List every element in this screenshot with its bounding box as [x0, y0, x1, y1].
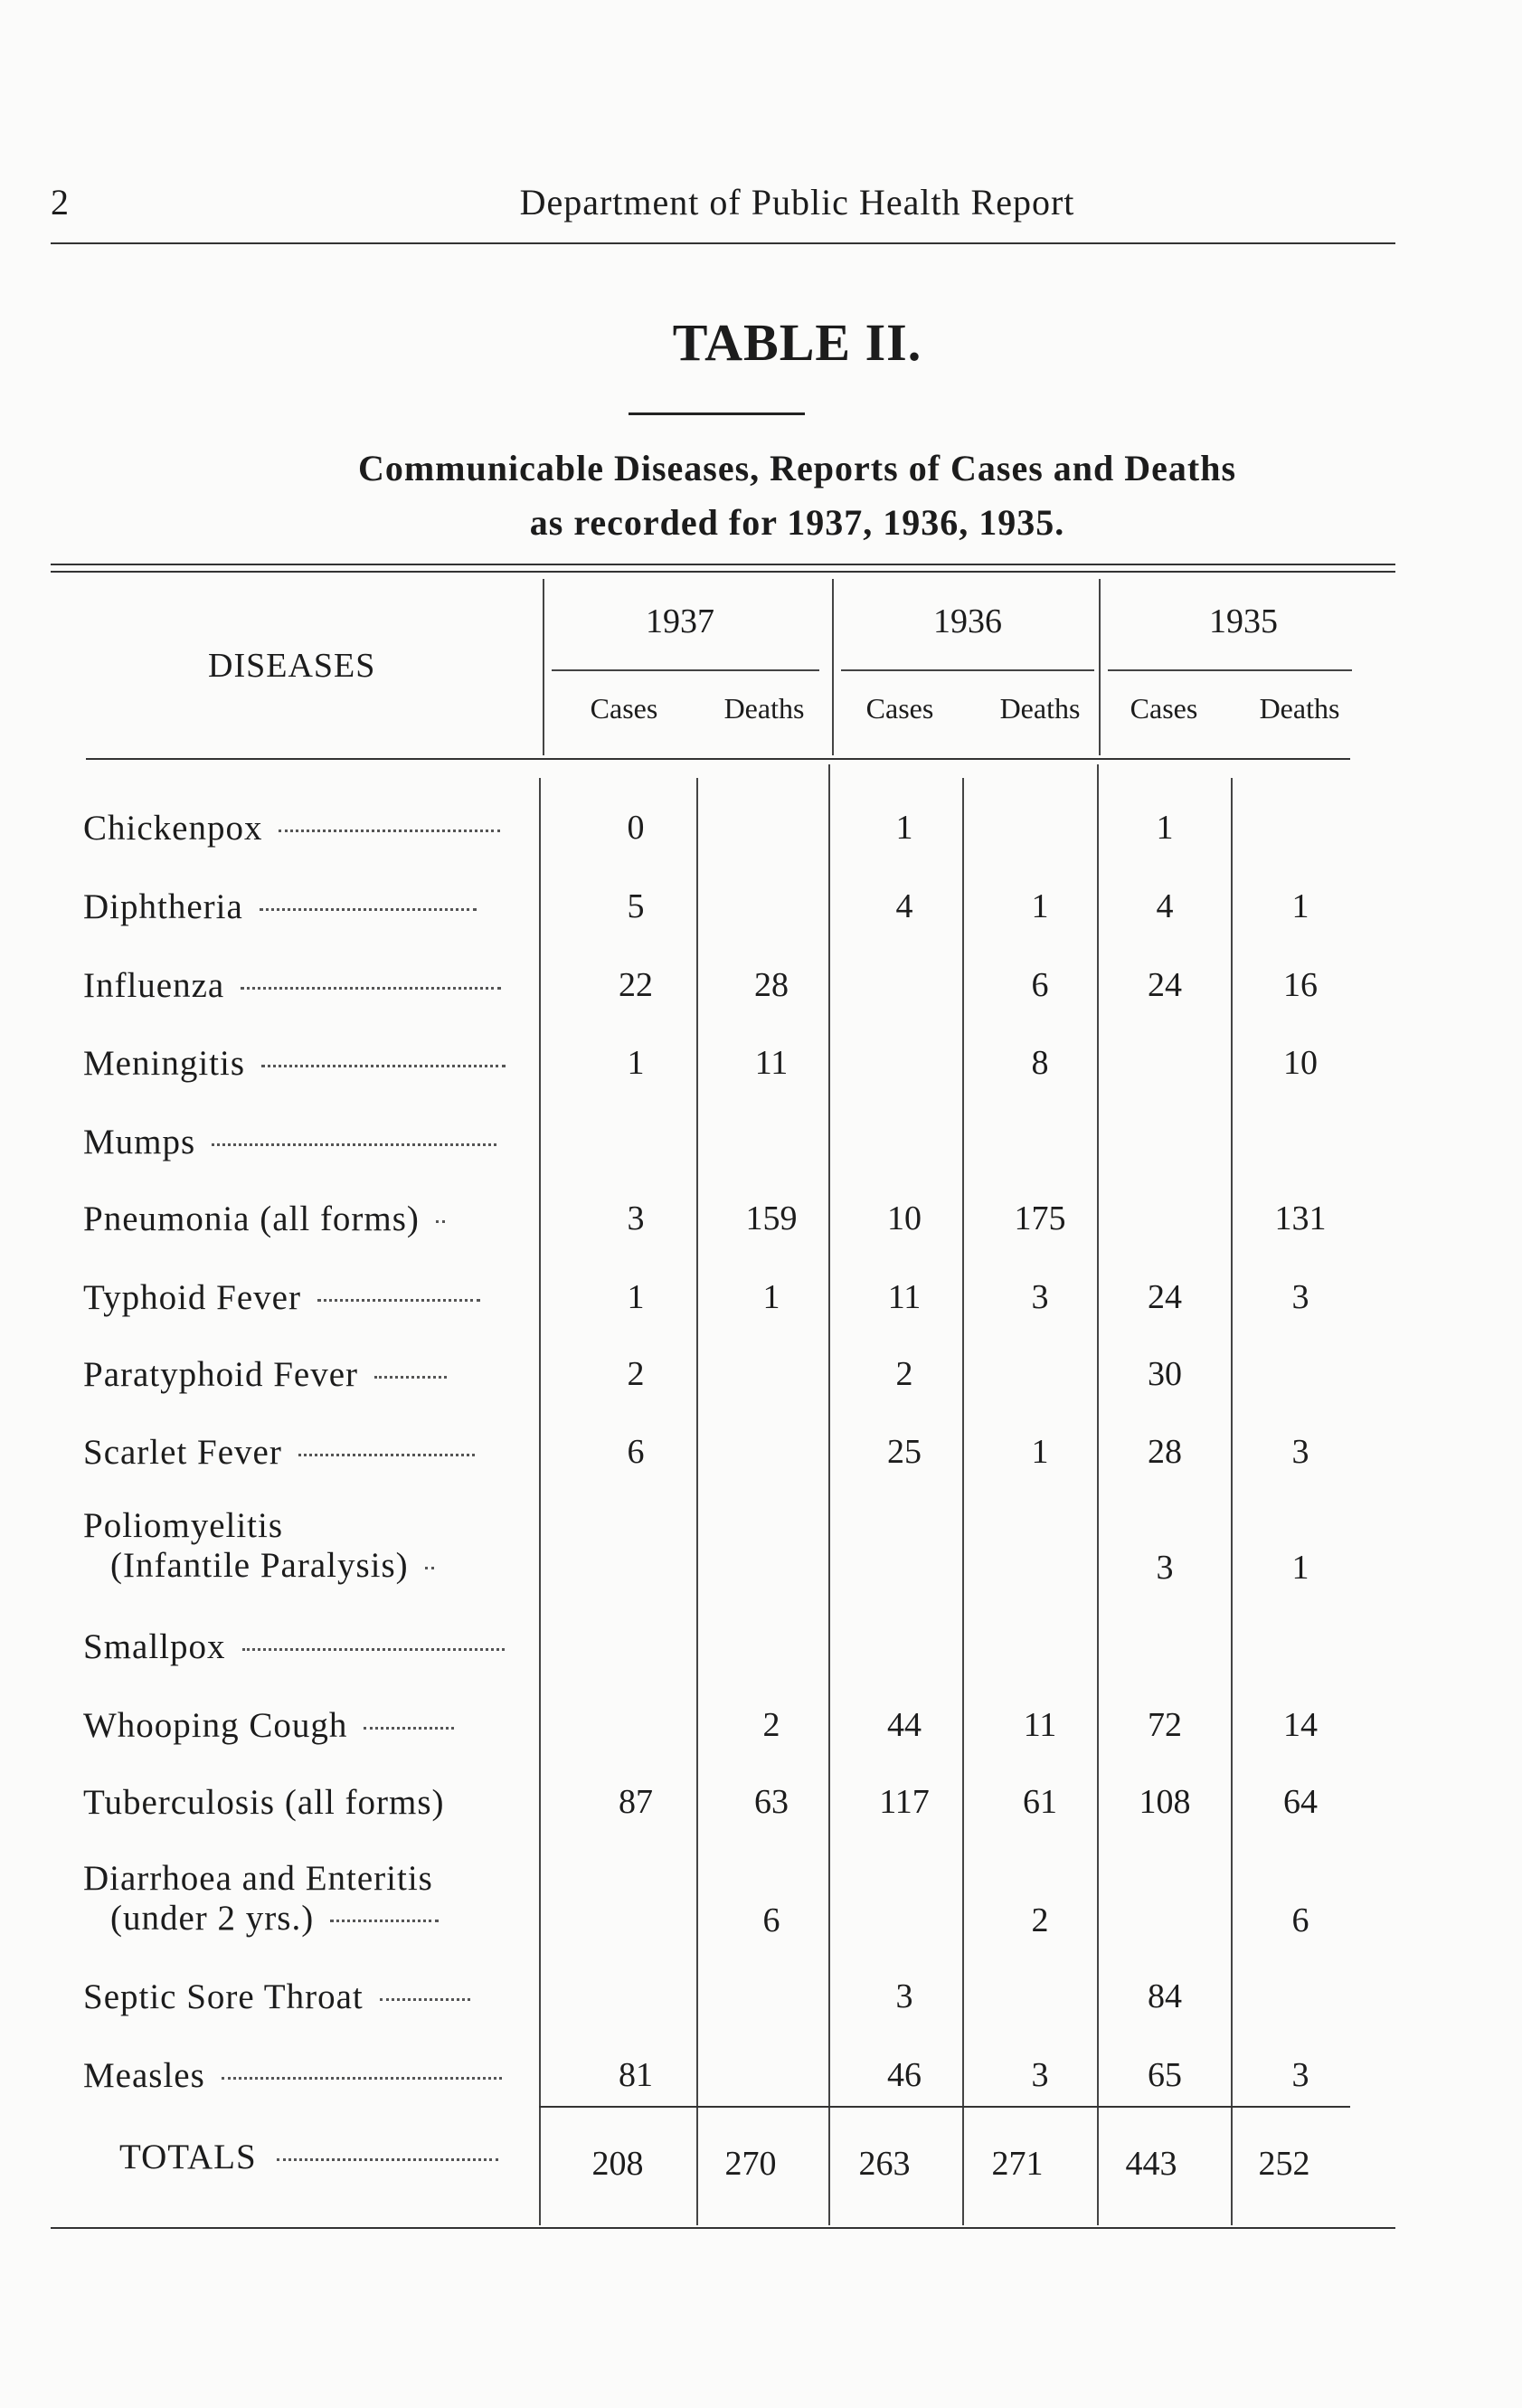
leader-dots [330, 1920, 439, 1922]
year-header-1936: 1936 [933, 602, 1002, 640]
row-label-text: Tuberculosis (all forms) [83, 1783, 445, 1822]
table-cell: 25 [887, 1433, 922, 1471]
table-cell: 0 [627, 809, 645, 847]
row-label-text: Measles [83, 2056, 205, 2095]
vrule-header-2 [832, 579, 834, 755]
table-cell: 8 [1031, 1044, 1049, 1082]
leader-dots [222, 2077, 502, 2080]
table-cell: 6 [627, 1433, 645, 1471]
row-label-text: Diphtheria [83, 887, 243, 926]
leader-dots [436, 1220, 445, 1223]
table-cell: 3 [1291, 2056, 1309, 2094]
table-cell: 65 [1148, 2056, 1182, 2094]
year-header-1935: 1935 [1209, 602, 1278, 640]
subheader-1935-cases: Cases [1130, 692, 1198, 725]
row-label [83, 1354, 447, 1395]
table-cell: 117 [879, 1783, 930, 1821]
table-cell: 2 [627, 1355, 645, 1393]
title-rule [629, 412, 805, 415]
header-bottom-rule [86, 758, 1350, 760]
year-subrule-1935 [1108, 669, 1352, 671]
row-label-text: Whooping Cough [83, 1706, 348, 1745]
table-cell: 28 [1148, 1433, 1182, 1471]
table-cell: 1 [1291, 1549, 1309, 1587]
table-cell: 84 [1148, 1977, 1182, 2015]
table-top-rule [51, 564, 1395, 565]
leader-dots [364, 1727, 454, 1730]
table-cell: 61 [1023, 1783, 1057, 1821]
row-label [83, 886, 477, 927]
table-cell: 1 [1291, 887, 1309, 925]
table-cell: 5 [627, 887, 645, 925]
year-subrule-1936 [841, 669, 1094, 671]
table-top-rule-2 [51, 571, 1395, 573]
row-label [83, 1626, 505, 1667]
totals-label-wrap [119, 2137, 498, 2177]
subheader-1937-deaths: Deaths [723, 692, 805, 725]
table-cell: 24 [1148, 1278, 1182, 1316]
table-cell: 72 [1148, 1706, 1182, 1744]
table-cell: 81 [619, 2056, 653, 2094]
vrule-body-5 [1231, 778, 1233, 2225]
table-cell: 63 [754, 1783, 789, 1821]
table-cell: 22 [619, 966, 653, 1004]
leader-dots [261, 1065, 506, 1067]
row-label-text: Smallpox [83, 1627, 226, 1666]
leader-dots [241, 987, 501, 990]
table-cell: 3 [1291, 1278, 1309, 1316]
table-cell: 2 [1031, 1901, 1049, 1939]
leader-dots [317, 1299, 480, 1302]
table-cell: 1 [627, 1278, 645, 1316]
row-label [83, 1506, 434, 1586]
table-cell: 131 [1274, 1199, 1327, 1237]
year-header-1937: 1937 [646, 602, 714, 640]
row-label [83, 1859, 439, 1939]
table-title: TABLE II. [672, 313, 922, 372]
table-cell: 3 [1291, 1433, 1309, 1471]
table-cell: 46 [887, 2056, 922, 2094]
total-1937-deaths: 270 [724, 2145, 777, 2183]
table-cell: 6 [1291, 1901, 1309, 1939]
table-cell: 108 [1139, 1783, 1191, 1821]
table-cell: 1 [762, 1278, 780, 1316]
row-label [83, 1977, 470, 2017]
leader-dots [277, 2158, 498, 2161]
leader-dots [279, 830, 500, 832]
header-rule [51, 242, 1395, 244]
row-label [83, 808, 500, 848]
table-cell: 6 [1031, 966, 1049, 1004]
table-cell: 3 [895, 1977, 913, 2015]
table-cell: 6 [762, 1901, 780, 1939]
page-number: 2 [51, 182, 69, 223]
row-label [83, 1277, 480, 1318]
total-1935-deaths: 252 [1258, 2145, 1310, 2183]
row-label [83, 965, 501, 1006]
row-label-text: Influenza [83, 966, 225, 1005]
table-subtitle [0, 441, 1522, 550]
table-cell: 11 [1023, 1706, 1057, 1744]
row-label [83, 1043, 506, 1084]
total-1936-cases: 263 [858, 2145, 911, 2183]
subheader-1935-deaths: Deaths [1259, 692, 1340, 725]
leader-dots [374, 1376, 447, 1379]
table-cell: 2 [895, 1355, 913, 1393]
leader-dots [242, 1648, 505, 1651]
total-1935-cases: 443 [1125, 2145, 1177, 2183]
subheader-1936-deaths: Deaths [999, 692, 1081, 725]
row-label-text: Septic Sore Throat [83, 1977, 364, 2016]
table-cell: 3 [627, 1199, 645, 1237]
table-cell: 1 [1031, 887, 1049, 925]
table-cell: 87 [619, 1783, 653, 1821]
table-bottom-rule [51, 2227, 1395, 2229]
table-cell: 10 [887, 1199, 922, 1237]
year-subrule-1937 [552, 669, 819, 671]
table-cell: 1 [1156, 809, 1174, 847]
total-1937-cases: 208 [591, 2145, 644, 2183]
row-label [83, 1432, 475, 1473]
leader-dots [380, 1998, 470, 2001]
table-cell: 44 [887, 1706, 922, 1744]
table-cell: 30 [1148, 1355, 1182, 1393]
table-cell: 159 [745, 1199, 798, 1237]
row-label-line-2: (under 2 yrs.) [110, 1899, 315, 1938]
row-label-text: Scarlet Fever [83, 1433, 282, 1472]
row-label [83, 1782, 461, 1823]
table-cell: 64 [1283, 1783, 1318, 1821]
table-cell: 3 [1156, 1549, 1174, 1587]
leader-dots [260, 908, 477, 911]
table-cell: 3 [1031, 2056, 1049, 2094]
running-head: Department of Public Health Report [519, 182, 1075, 223]
table-cell: 4 [895, 887, 913, 925]
table-cell: 28 [754, 966, 789, 1004]
row-label-text: Chickenpox [83, 809, 263, 848]
table-cell: 16 [1283, 966, 1318, 1004]
leader-dots [212, 1143, 496, 1146]
table-cell: 10 [1283, 1044, 1318, 1082]
table-cell: 24 [1148, 966, 1182, 1004]
table-cell: 2 [762, 1706, 780, 1744]
table-cell: 4 [1156, 887, 1174, 925]
table-cell: 3 [1031, 1278, 1049, 1316]
table-cell: 1 [627, 1044, 645, 1082]
totals-rule [539, 2106, 1350, 2108]
row-label [83, 1122, 496, 1162]
row-label [83, 1705, 454, 1746]
row-label-text: Meningitis [83, 1044, 246, 1083]
diseases-column-header: DISEASES [208, 647, 376, 685]
total-1936-deaths: 271 [991, 2145, 1044, 2183]
table-cell: 1 [895, 809, 913, 847]
vrule-header-1 [543, 579, 544, 755]
table-cell: 14 [1283, 1706, 1318, 1744]
row-label-text: Typhoid Fever [83, 1278, 301, 1317]
row-label-line-1: Poliomyelitis [83, 1506, 284, 1545]
subheader-1936-cases: Cases [865, 692, 934, 725]
table-cell: 175 [1014, 1199, 1066, 1237]
row-label-text: Mumps [83, 1123, 196, 1161]
row-label [83, 1199, 445, 1239]
table-cell: 1 [1031, 1433, 1049, 1471]
row-label-text: Paratyphoid Fever [83, 1355, 359, 1394]
table-cell: 11 [887, 1278, 922, 1316]
leader-dots [425, 1567, 434, 1569]
table-cell: 11 [754, 1044, 789, 1082]
subtitle-line-2: as recorded for 1937, 1936, 1935. [529, 502, 1065, 543]
vrule-body-0 [539, 778, 541, 2225]
vrule-header-3 [1099, 579, 1101, 755]
row-label-line-2: (Infantile Paralysis) [110, 1546, 409, 1585]
totals-label: TOTALS [119, 2138, 257, 2176]
row-label [83, 2055, 502, 2096]
row-label-line-1: Diarrhoea and Enteritis [83, 1859, 433, 1898]
row-label-text: Pneumonia (all forms) [83, 1199, 420, 1238]
subtitle-line-1: Communicable Diseases, Reports of Cases and Deaths [357, 448, 1237, 488]
leader-dots [298, 1454, 475, 1456]
subheader-1937-cases: Cases [590, 692, 658, 725]
